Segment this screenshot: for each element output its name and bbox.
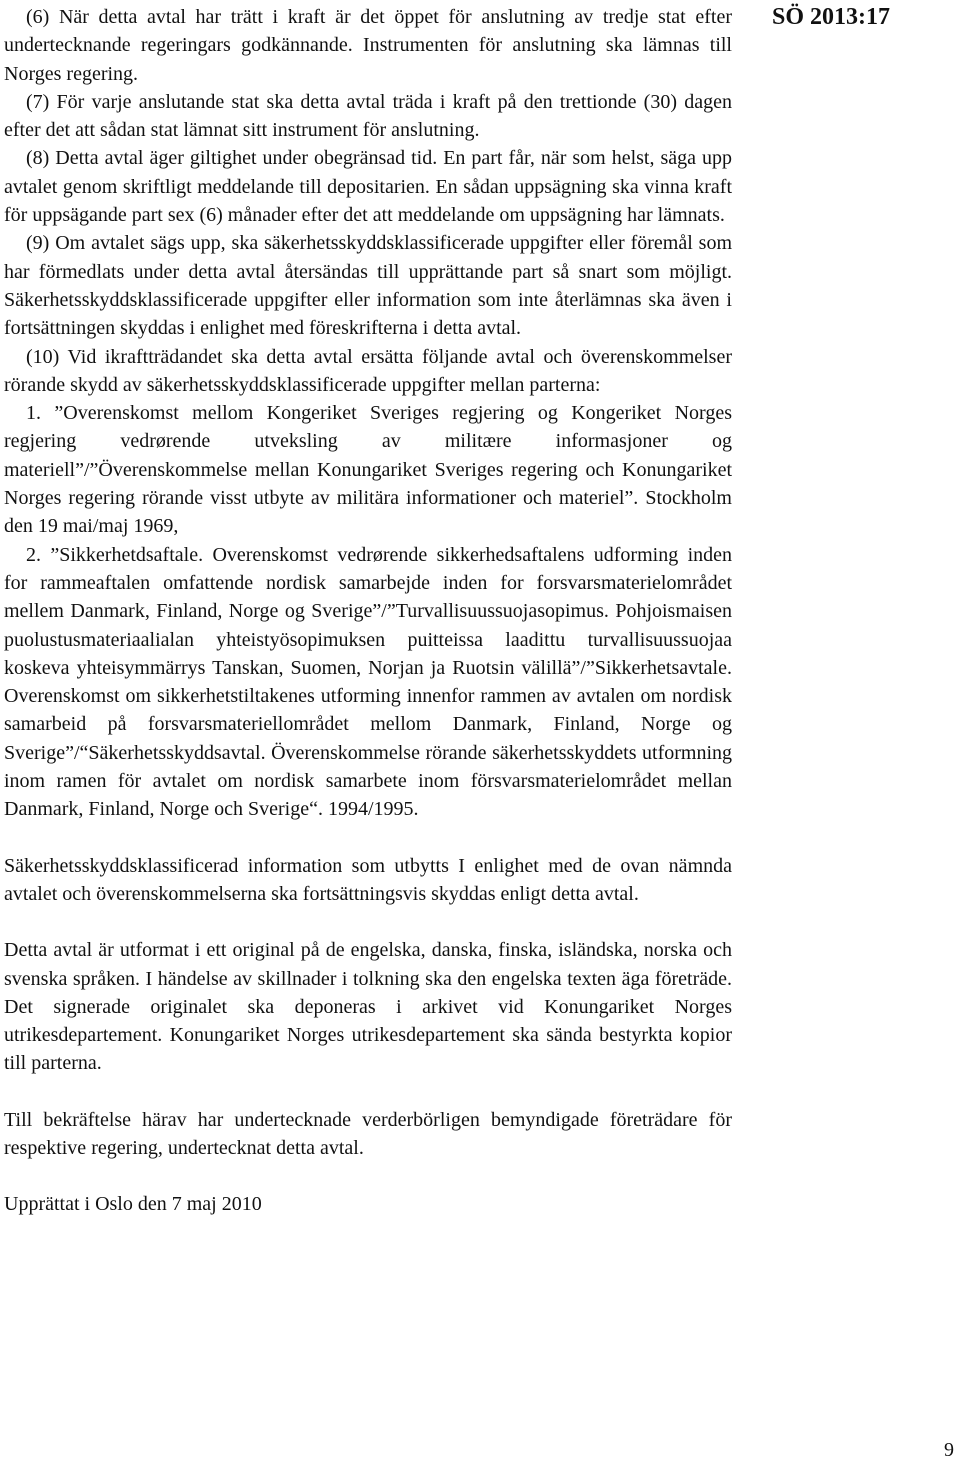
paragraph-witness: Till bekräftelse härav har undertecknade verderbörligen bemyndigade företrädare för respektive regering, undertecknat detta avtal. <box>4 1108 732 1159</box>
list-item-agreement-2: 2. ”Sikkerhetdsaftale. Overenskomst vedrørende sikkerhedsaftalens udforming inden for rammeaftalen omfattende nordisk samarbejde inden for forsvarsmaterielområdet mellem Danmark, Finland, Norge og Sverige”/”Turvallisuussuojasopimus. Pohjoismaisen puolustusmateriaalialan yhteistyösopimuksen puitteissa laadittu turvallisuussuojaa koskeva yhteisymmärrys Tanskan, Suomen, Norjan ja Ruotsin välillä”/”Sikkerhetsavtale. Overenskomst om sikkerhetstiltakenes utforming innenfor rammen av avtalen om nordisk samarbeid på forsvarsmateriellområdet mellom Danmark, Finland, Norge og Sverige”/“Säkerhetsskyddsavtal. Överenskommelse rörande säkerhetsskyddets utformning inom ramen för avtalet om nordisk samarbete inom försvarsmaterielområdet mellan Danmark, Finland, Norge och Sverige“. 1994/1995. <box>4 543 732 821</box>
signature-place-date: Upprättat i Oslo den 7 maj 2010 <box>4 1193 262 1216</box>
paragraph-7: (7) För varje anslutande stat ska detta avtal träda i kraft på den trettionde (30) dagen efter det att sådan stat lämnat sitt instrument för anslutning. <box>4 90 732 142</box>
paragraph-transitional: Säkerhetsskyddsklassificerad information som utbytts I enlighet med de ovan nämnda avtalet och överenskommelserna ska fortsättningsvis skyddas enligt detta avtal. <box>4 854 732 905</box>
paragraph-languages: Detta avtal är utformat i ett original på de engelska, danska, finska, isländska, norska och svenska språken. I händelse av skillnader i tolkning ska den engelska texten äga företräde. Det signerade originalet ska deponeras i arkivet vid Konungariket Norges utrikesdepartement. Konungariket Norges utrikesdepartement ska sända bestyrkta kopior till parterna. <box>4 939 732 1075</box>
paragraph-6: (6) När detta avtal har trätt i kraft är det öppet för anslutning av tredje stat efter undertecknande regeringars godkännande. Instrumenten för anslutning ska lämnas till Norges regering. <box>4 6 732 85</box>
document-body <box>4 3 732 1219</box>
paragraph-9: (9) Om avtalet sägs upp, ska säkerhetsskyddsklassificerade uppgifter eller föremål som har förmedlats under detta avtal återsändas till upprättande part så snart som möjligt. Säkerhetsskyddsklassificerade uppgifter eller information som inte återlämnas ska även i fortsättningen skyddas i enlighet med föreskrifterna i detta avtal. <box>4 232 732 340</box>
paragraph-8: (8) Detta avtal äger giltighet under obegränsad tid. En part får, när som helst, säga upp avtalet genom skriftligt meddelande till depositarien. En sådan uppsägning ska vinna kraft för uppsägande part sex (6) månader efter det att meddelande om uppsägning har lämnats. <box>4 147 732 227</box>
list-item-agreement-1: 1. ”Overenskomst mellom Kongeriket Sveriges regjering og Kongeriket Norges regjering vedrørende utveksling av militære informasjoner og materiell”/”Överenskommelse mellan Konungariket Sveriges regering och Konungariket Norges regering rörande visst utbyte av militära informationer och materiel”. Stockholm den 19 mai/maj 1969, <box>4 402 732 538</box>
page-number: 9 <box>944 1439 954 1461</box>
document-code: SÖ 2013:17 <box>772 4 891 30</box>
paragraph-10: (10) Vid ikraftträdandet ska detta avtal ersätta följande avtal och överenskommelser rörande skydd av säkerhetsskyddsklassificerade uppgifter mellan parterna: <box>4 345 732 396</box>
